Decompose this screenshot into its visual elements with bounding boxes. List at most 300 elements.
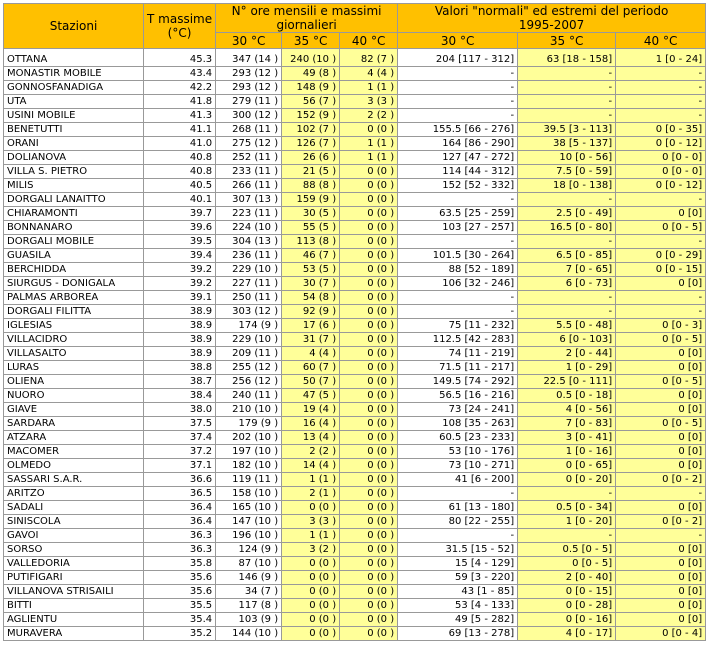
normal-40: 0 [0 - 5] <box>616 375 706 389</box>
hours-30: 158 (10 ) <box>216 487 282 501</box>
normal-40: 0 [0] <box>616 207 706 221</box>
hours-35: 55 (5 ) <box>282 221 340 235</box>
header-normali-line1: Valori "normali" ed estremi del periodo <box>434 4 669 18</box>
normal-35: 4 [0 - 56] <box>518 403 616 417</box>
normal-35: - <box>518 235 616 249</box>
hours-35: 4 (4 ) <box>282 347 340 361</box>
hours-40: 1 (1 ) <box>340 151 398 165</box>
normal-35: 0 [0 - 15] <box>518 585 616 599</box>
tmax-value: 43.4 <box>144 67 216 81</box>
table-row <box>4 445 706 459</box>
tmax-value: 38.9 <box>144 305 216 319</box>
table-row <box>4 487 706 501</box>
station-name: DORGALI FILITTA <box>4 305 144 319</box>
normal-30: 53 [10 - 176] <box>398 445 518 459</box>
tmax-value: 36.6 <box>144 473 216 487</box>
tmax-value: 37.5 <box>144 417 216 431</box>
hours-35: 2 (2 ) <box>282 445 340 459</box>
normal-40: - <box>616 529 706 543</box>
table-row <box>4 165 706 179</box>
normal-35: 6 [0 - 73] <box>518 277 616 291</box>
normal-40: 0 [0 - 35] <box>616 123 706 137</box>
hours-40: 0 (0 ) <box>340 179 398 193</box>
header-tmax <box>144 4 216 49</box>
hours-30: 196 (10 ) <box>216 529 282 543</box>
station-name: MURAVERA <box>4 627 144 641</box>
table-row <box>4 613 706 627</box>
table-row <box>4 207 706 221</box>
tmax-value: 39.6 <box>144 221 216 235</box>
hours-30: 275 (12 ) <box>216 137 282 151</box>
tmax-value: 39.1 <box>144 291 216 305</box>
normal-40: 0 [0 - 29] <box>616 249 706 263</box>
normal-35: 0 [0 - 65] <box>518 459 616 473</box>
hours-40: 0 (0 ) <box>340 361 398 375</box>
station-name: NUORO <box>4 389 144 403</box>
tmax-value: 40.8 <box>144 165 216 179</box>
normal-40: 0 [0] <box>616 557 706 571</box>
station-name: PALMAS ARBOREA <box>4 291 144 305</box>
normal-35: 2 [0 - 40] <box>518 571 616 585</box>
normal-30: - <box>398 305 518 319</box>
normal-30: 103 [27 - 257] <box>398 221 518 235</box>
table-row <box>4 459 706 473</box>
header-normali-40: 40 °C <box>616 33 706 49</box>
hours-30: 165 (10 ) <box>216 501 282 515</box>
normal-40: 1 [0 - 24] <box>616 49 706 67</box>
hours-40: 0 (0 ) <box>340 529 398 543</box>
hours-30: 87 (10 ) <box>216 557 282 571</box>
hours-35: 3 (3 ) <box>282 515 340 529</box>
hours-35: 148 (9 ) <box>282 81 340 95</box>
normal-35: - <box>518 81 616 95</box>
tmax-value: 41.3 <box>144 109 216 123</box>
normal-30: 56.5 [16 - 216] <box>398 389 518 403</box>
hours-35: 0 (0 ) <box>282 627 340 641</box>
normal-40: 0 [0] <box>616 585 706 599</box>
table-row <box>4 543 706 557</box>
normal-40: 0 [0 - 15] <box>616 263 706 277</box>
normal-35: 18 [0 - 138] <box>518 179 616 193</box>
station-name: BITTI <box>4 599 144 613</box>
hours-35: 88 (8 ) <box>282 179 340 193</box>
normal-40: 0 [0] <box>616 599 706 613</box>
table-row <box>4 249 706 263</box>
normal-30: 60.5 [23 - 233] <box>398 431 518 445</box>
hours-35: 30 (5 ) <box>282 207 340 221</box>
tmax-value: 36.4 <box>144 515 216 529</box>
tmax-value: 36.3 <box>144 529 216 543</box>
hours-40: 0 (0 ) <box>340 347 398 361</box>
normal-30: 112.5 [42 - 283] <box>398 333 518 347</box>
normal-35: - <box>518 95 616 109</box>
hours-30: 197 (10 ) <box>216 445 282 459</box>
table-row <box>4 263 706 277</box>
normal-30: - <box>398 95 518 109</box>
normal-30: 106 [32 - 246] <box>398 277 518 291</box>
hours-40: 0 (0 ) <box>340 627 398 641</box>
table-row <box>4 277 706 291</box>
normal-35: - <box>518 305 616 319</box>
table-row <box>4 473 706 487</box>
normal-35: 1 [0 - 29] <box>518 361 616 375</box>
hours-35: 14 (4 ) <box>282 459 340 473</box>
hours-30: 240 (11 ) <box>216 389 282 403</box>
station-name: ATZARA <box>4 431 144 445</box>
normal-30: 15 [4 - 129] <box>398 557 518 571</box>
normal-40: 0 [0] <box>616 403 706 417</box>
normal-40: 0 [0 - 4] <box>616 627 706 641</box>
header-ore-35: 35 °C <box>282 33 340 49</box>
normal-40: 0 [0] <box>616 501 706 515</box>
hours-40: 0 (0 ) <box>340 375 398 389</box>
header-ore-40: 40 °C <box>340 33 398 49</box>
normal-35: 0.5 [0 - 5] <box>518 543 616 557</box>
station-name: VILLACIDRO <box>4 333 144 347</box>
hours-40: 2 (2 ) <box>340 109 398 123</box>
hours-30: 223 (11 ) <box>216 207 282 221</box>
hours-40: 0 (0 ) <box>340 403 398 417</box>
normal-40: 0 [0] <box>616 431 706 445</box>
hours-35: 13 (4 ) <box>282 431 340 445</box>
hours-40: 1 (1 ) <box>340 137 398 151</box>
normal-40: 0 [0] <box>616 571 706 585</box>
hours-30: 252 (11 ) <box>216 151 282 165</box>
hours-35: 19 (4 ) <box>282 403 340 417</box>
hours-40: 0 (0 ) <box>340 221 398 235</box>
hours-40: 0 (0 ) <box>340 571 398 585</box>
normal-35: 0 [0 - 20] <box>518 473 616 487</box>
table-row <box>4 319 706 333</box>
table-row <box>4 291 706 305</box>
hours-30: 224 (10 ) <box>216 221 282 235</box>
normal-40: 0 [0] <box>616 277 706 291</box>
normal-30: 63.5 [25 - 259] <box>398 207 518 221</box>
table-row <box>4 109 706 123</box>
hours-40: 0 (0 ) <box>340 431 398 445</box>
table-row <box>4 529 706 543</box>
normal-35: 2 [0 - 44] <box>518 347 616 361</box>
station-name: MACOMER <box>4 445 144 459</box>
normal-35: 6 [0 - 103] <box>518 333 616 347</box>
hours-35: 0 (0 ) <box>282 571 340 585</box>
table-row <box>4 501 706 515</box>
station-name: SORSO <box>4 543 144 557</box>
table-row <box>4 347 706 361</box>
tmax-value: 38.0 <box>144 403 216 417</box>
normal-35: 0 [0 - 5] <box>518 557 616 571</box>
hours-30: 182 (10 ) <box>216 459 282 473</box>
normal-40: - <box>616 109 706 123</box>
station-name: DORGALI LANAITTO <box>4 193 144 207</box>
hours-30: 347 (14 ) <box>216 49 282 67</box>
tmax-value: 38.9 <box>144 347 216 361</box>
hours-30: 210 (10 ) <box>216 403 282 417</box>
normal-40: - <box>616 235 706 249</box>
hours-35: 2 (1 ) <box>282 487 340 501</box>
normal-40: - <box>616 305 706 319</box>
tmax-value: 35.5 <box>144 599 216 613</box>
normal-35: - <box>518 193 616 207</box>
table-row <box>4 571 706 585</box>
hours-40: 0 (0 ) <box>340 193 398 207</box>
normal-35: 7 [0 - 65] <box>518 263 616 277</box>
hours-40: 0 (0 ) <box>340 263 398 277</box>
station-name: UTA <box>4 95 144 109</box>
hours-35: 60 (7 ) <box>282 361 340 375</box>
hours-40: 3 (3 ) <box>340 95 398 109</box>
tmax-value: 42.2 <box>144 81 216 95</box>
normal-30: - <box>398 529 518 543</box>
normal-35: 10 [0 - 56] <box>518 151 616 165</box>
hours-30: 303 (12 ) <box>216 305 282 319</box>
normal-30: - <box>398 235 518 249</box>
station-name: ORANI <box>4 137 144 151</box>
header-tmax-line2: (°C) <box>167 26 192 40</box>
station-name: GONNOSFANADIGA <box>4 81 144 95</box>
tmax-value: 39.4 <box>144 249 216 263</box>
normal-30: - <box>398 81 518 95</box>
normal-35: - <box>518 529 616 543</box>
temperature-table <box>3 3 706 641</box>
tmax-value: 38.7 <box>144 375 216 389</box>
normal-30: 80 [22 - 255] <box>398 515 518 529</box>
normal-35: 3 [0 - 41] <box>518 431 616 445</box>
normal-30: 75 [11 - 232] <box>398 319 518 333</box>
tmax-value: 38.8 <box>144 361 216 375</box>
normal-30: 88 [52 - 189] <box>398 263 518 277</box>
hours-35: 1 (1 ) <box>282 473 340 487</box>
normal-40: 0 [0] <box>616 389 706 403</box>
hours-35: 46 (7 ) <box>282 249 340 263</box>
hours-35: 49 (8 ) <box>282 67 340 81</box>
hours-40: 0 (0 ) <box>340 165 398 179</box>
normal-30: 53 [4 - 133] <box>398 599 518 613</box>
normal-30: 164 [86 - 290] <box>398 137 518 151</box>
hours-30: 293 (12 ) <box>216 67 282 81</box>
hours-35: 56 (7 ) <box>282 95 340 109</box>
normal-30: 101.5 [30 - 264] <box>398 249 518 263</box>
hours-30: 233 (11 ) <box>216 165 282 179</box>
header-normali <box>398 4 706 33</box>
hours-30: 266 (11 ) <box>216 179 282 193</box>
tmax-value: 36.4 <box>144 501 216 515</box>
hours-35: 0 (0 ) <box>282 501 340 515</box>
hours-40: 0 (0 ) <box>340 417 398 431</box>
hours-35: 1 (1 ) <box>282 529 340 543</box>
table-row <box>4 137 706 151</box>
station-name: SASSARI S.A.R. <box>4 473 144 487</box>
table-row <box>4 599 706 613</box>
normal-30: 61 [13 - 180] <box>398 501 518 515</box>
tmax-value: 35.6 <box>144 585 216 599</box>
table-row <box>4 151 706 165</box>
tmax-value: 38.9 <box>144 333 216 347</box>
table-row <box>4 627 706 641</box>
hours-35: 26 (6 ) <box>282 151 340 165</box>
hours-40: 0 (0 ) <box>340 305 398 319</box>
tmax-value: 41.1 <box>144 123 216 137</box>
normal-40: 0 [0 - 5] <box>616 333 706 347</box>
station-name: MILIS <box>4 179 144 193</box>
normal-40: - <box>616 95 706 109</box>
hours-30: 119 (11 ) <box>216 473 282 487</box>
normal-30: 114 [44 - 312] <box>398 165 518 179</box>
hours-35: 240 (10 ) <box>282 49 340 67</box>
normal-40: - <box>616 81 706 95</box>
hours-40: 0 (0 ) <box>340 333 398 347</box>
hours-30: 124 (9 ) <box>216 543 282 557</box>
tmax-value: 35.8 <box>144 557 216 571</box>
normal-40: 0 [0 - 0] <box>616 151 706 165</box>
station-name: VILLASALTO <box>4 347 144 361</box>
tmax-value: 40.5 <box>144 179 216 193</box>
tmax-value: 39.2 <box>144 277 216 291</box>
normal-30: - <box>398 109 518 123</box>
tmax-value: 38.9 <box>144 319 216 333</box>
hours-40: 0 (0 ) <box>340 473 398 487</box>
header-normali-35: 35 °C <box>518 33 616 49</box>
hours-30: 147 (10 ) <box>216 515 282 529</box>
normal-35: 0 [0 - 16] <box>518 613 616 627</box>
table-row <box>4 375 706 389</box>
table-row <box>4 221 706 235</box>
hours-30: 103 (9 ) <box>216 613 282 627</box>
table-body <box>4 49 706 641</box>
table-row <box>4 123 706 137</box>
table-row <box>4 95 706 109</box>
header-normali-30: 30 °C <box>398 33 518 49</box>
normal-35: - <box>518 109 616 123</box>
normal-40: 0 [0 - 5] <box>616 221 706 235</box>
normal-40: 0 [0 - 0] <box>616 165 706 179</box>
hours-35: 47 (5 ) <box>282 389 340 403</box>
station-name: ARITZO <box>4 487 144 501</box>
tmax-value: 36.3 <box>144 543 216 557</box>
header-ore-line2: giornalieri <box>276 18 337 32</box>
hours-30: 174 (9 ) <box>216 319 282 333</box>
hours-30: 202 (10 ) <box>216 431 282 445</box>
normal-35: 1 [0 - 16] <box>518 445 616 459</box>
hours-30: 307 (13 ) <box>216 193 282 207</box>
hours-30: 236 (11 ) <box>216 249 282 263</box>
normal-30: 59 [3 - 220] <box>398 571 518 585</box>
hours-40: 4 (4 ) <box>340 67 398 81</box>
station-name: MONASTIR MOBILE <box>4 67 144 81</box>
tmax-value: 37.2 <box>144 445 216 459</box>
normal-30: 74 [11 - 219] <box>398 347 518 361</box>
normal-35: - <box>518 67 616 81</box>
hours-35: 102 (7 ) <box>282 123 340 137</box>
tmax-value: 41.8 <box>144 95 216 109</box>
hours-40: 0 (0 ) <box>340 501 398 515</box>
hours-40: 0 (0 ) <box>340 487 398 501</box>
hours-40: 0 (0 ) <box>340 249 398 263</box>
normal-30: 43 [1 - 85] <box>398 585 518 599</box>
hours-35: 159 (9 ) <box>282 193 340 207</box>
normal-35: 39.5 [3 - 113] <box>518 123 616 137</box>
station-name: GAVOI <box>4 529 144 543</box>
table-row <box>4 557 706 571</box>
table-row <box>4 333 706 347</box>
normal-40: 0 [0 - 2] <box>616 473 706 487</box>
station-name: VILLANOVA STRISAILI <box>4 585 144 599</box>
tmax-value: 36.5 <box>144 487 216 501</box>
normal-40: - <box>616 487 706 501</box>
hours-35: 0 (0 ) <box>282 613 340 627</box>
hours-30: 268 (11 ) <box>216 123 282 137</box>
normal-30: - <box>398 67 518 81</box>
hours-35: 17 (6 ) <box>282 319 340 333</box>
hours-30: 229 (10 ) <box>216 263 282 277</box>
table-row <box>4 235 706 249</box>
station-name: BERCHIDDA <box>4 263 144 277</box>
normal-40: 0 [0] <box>616 445 706 459</box>
normal-35: 1 [0 - 20] <box>518 515 616 529</box>
normal-30: 149.5 [74 - 292] <box>398 375 518 389</box>
hours-40: 0 (0 ) <box>340 445 398 459</box>
hours-40: 0 (0 ) <box>340 543 398 557</box>
hours-30: 34 (7 ) <box>216 585 282 599</box>
tmax-value: 45.3 <box>144 49 216 67</box>
station-name: GIAVE <box>4 403 144 417</box>
table-row <box>4 585 706 599</box>
normal-30: 204 [117 - 312] <box>398 49 518 67</box>
normal-35: 0.5 [0 - 18] <box>518 389 616 403</box>
hours-40: 0 (0 ) <box>340 235 398 249</box>
hours-35: 54 (8 ) <box>282 291 340 305</box>
hours-35: 152 (9 ) <box>282 109 340 123</box>
hours-40: 0 (0 ) <box>340 277 398 291</box>
normal-35: 7.5 [0 - 59] <box>518 165 616 179</box>
normal-30: 31.5 [15 - 52] <box>398 543 518 557</box>
hours-40: 0 (0 ) <box>340 599 398 613</box>
normal-30: 49 [5 - 282] <box>398 613 518 627</box>
hours-40: 0 (0 ) <box>340 459 398 473</box>
normal-35: 2.5 [0 - 49] <box>518 207 616 221</box>
table-row <box>4 81 706 95</box>
hours-35: 31 (7 ) <box>282 333 340 347</box>
tmax-value: 37.1 <box>144 459 216 473</box>
header-ore-30: 30 °C <box>216 33 282 49</box>
station-name: SARDARA <box>4 417 144 431</box>
tmax-value: 39.5 <box>144 235 216 249</box>
normal-30: 41 [6 - 200] <box>398 473 518 487</box>
normal-40: 0 [0 - 3] <box>616 319 706 333</box>
hours-35: 50 (7 ) <box>282 375 340 389</box>
table-row <box>4 67 706 81</box>
normal-30: 69 [13 - 278] <box>398 627 518 641</box>
table-row <box>4 389 706 403</box>
station-name: SADALI <box>4 501 144 515</box>
table-row <box>4 361 706 375</box>
table-row <box>4 305 706 319</box>
hours-30: 146 (9 ) <box>216 571 282 585</box>
tmax-value: 38.4 <box>144 389 216 403</box>
hours-35: 0 (0 ) <box>282 585 340 599</box>
tmax-value: 35.6 <box>144 571 216 585</box>
normal-40: - <box>616 67 706 81</box>
station-name: IGLESIAS <box>4 319 144 333</box>
table-row <box>4 431 706 445</box>
normal-30: 155.5 [66 - 276] <box>398 123 518 137</box>
hours-40: 0 (0 ) <box>340 389 398 403</box>
table-row <box>4 515 706 529</box>
station-name: PUTIFIGARI <box>4 571 144 585</box>
hours-30: 209 (11 ) <box>216 347 282 361</box>
tmax-value: 41.0 <box>144 137 216 151</box>
station-name: OLMEDO <box>4 459 144 473</box>
